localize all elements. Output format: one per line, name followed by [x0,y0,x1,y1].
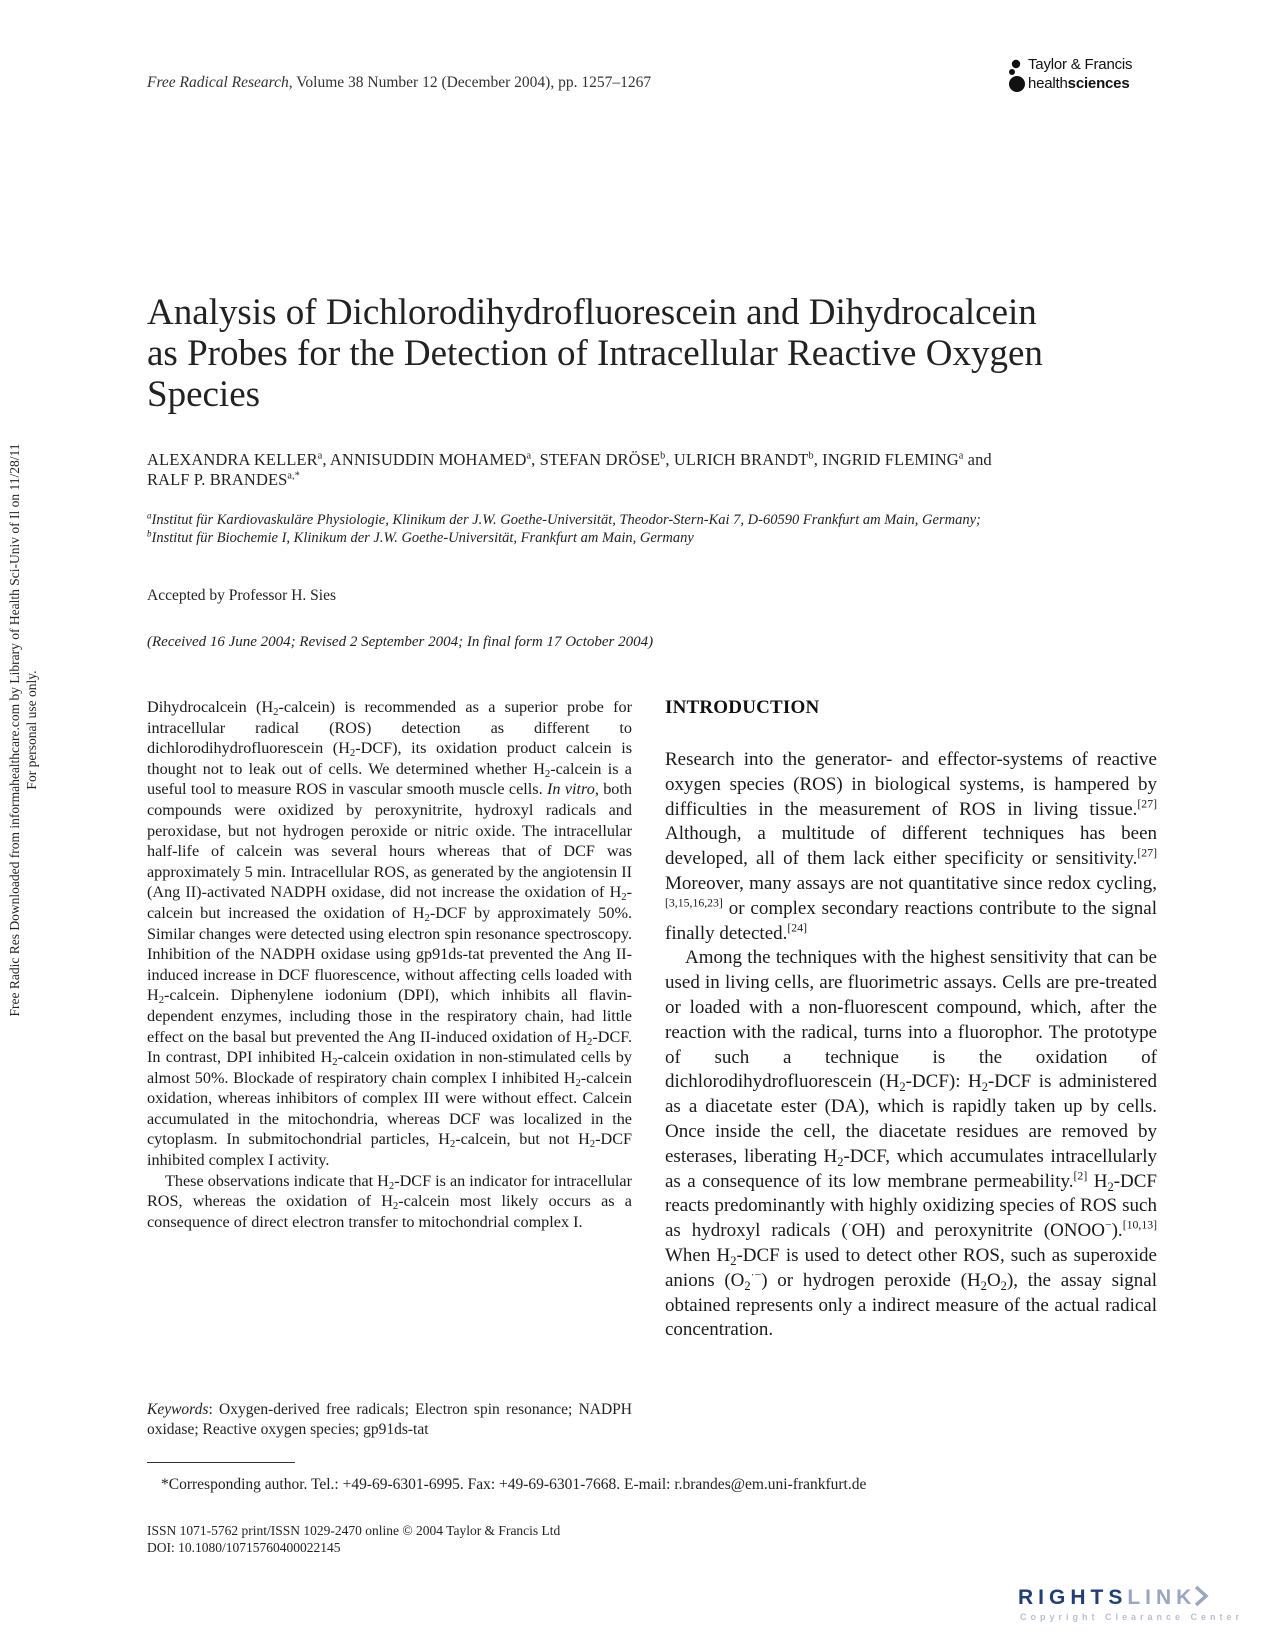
paper-title [147,292,1157,415]
received-dates: (Received 16 June 2004; Revised 2 September 2004; In final form 17 October 2004) [147,634,654,650]
rightslink-badge[interactable] [1018,1585,1253,1630]
affiliation: $^b$Institut für Biochemie I, Klinikum der J.W. Goethe-Universität, Frankfurt am Main, Germany [147,528,694,546]
author: ANNISUDDIN MOHAMED$^a$, [329,450,540,469]
title-line: Analysis of Dichlorodihydrofluorescein and Dihydrocalcein [147,292,1037,333]
keywords-label: Keywords [147,1401,209,1418]
body-paragraph: Among the techniques with the highest sensitivity that can be used in living cells, are fluorimetric assays. Cells are pre-treated or loaded with a non-fluorescent compound, which, after the reaction with the radical, turns into a fluorophor. The prototype of such a technique is the oxidation of dichlorodihydrofluorescein $(H_2-DCF)$: $H_2$-DCF is administered as a diacetate ester (DA), which is rapidly taken up by cells. Once inside the cell, the diacetate residues are removed by esterases, liberating $H_2$-DCF, which accumulates intracellularly as a consequence of its low membrane permeability.[2] $H_2$-DCF reacts predominantly with highly oxidizing species of ROS such as hydroxyl radicals (·OH) and peroxynitrite (ONOO−).[10,13] When $H_2$-DCF is used to detect other ROS, such as superoxide anions $(O_2^{\cdot-})$ or hydrogen peroxide $(H_2O_2)$, the assay signal obtained represents only a indirect measure of the actual radical concentration. [665,947,1158,1341]
author: RALF P. $BRANDES^{a,*}$ [147,470,300,489]
author: ALEXANDRA KELLER$^a$, [147,450,330,469]
affiliation: $^a$Institut für Kardiovaskuläre Physiologie, Klinikum der J.W. Goethe-Universität, Theodor-Stern-Kai 7, D-60590 Frankfurt am Main, Germany; [147,510,981,528]
chevron-right-icon [1193,1585,1209,1607]
journal-citation [147,74,651,92]
rightslink-wordmark: RIGHTSLINK [1018,1585,1209,1610]
abstract-paragraph: Dihydrocalcein $(H_2-calcein)$ is recommended as a superior probe for intracellular radical (ROS) detection as different to dichlorodihydrofluorescein $(H_2-DCF)$, its oxidation product calcein is thought not to leak out of cells. We determined whether $H_2$-calcein is a useful tool to measure ROS in vascular smooth muscle cells. In vitro, both compounds were oxidized by peroxynitrite, hydroxyl radicals and peroxidase, but not hydrogen peroxide or nitric oxide. The intracellular half-life of calcein was several hours whereas that of DCF was approximately 5 min. Intracellular ROS, as generated by the angiotensin II (Ang II)-activated NADPH oxidase, did not increase the oxidation of $H_2$-calcein but increased the oxidation of $H_2$-DCF by approximately 50%. Similar changes were detected using electron spin resonance spectroscopy. Inhibition of the NADPH oxidase using gp91ds-tat prevented the Ang II-induced increase in DCF fluorescence, without affecting cells loaded with $H_2$-calcein. Diphenylene iodonium (DPI), which inhibits all flavin-dependent enzymes, including those in the respiratory chain, had little effect on the basal but prevented the Ang II-induced oxidation of $H_2$-DCF. In contrast, DPI inhibited $H_2$-calcein oxidation in non-stimulated cells by almost 50%. Blockade of respiratory chain complex I inhibited $H_2$-calcein oxidation, whereas inhibitors of complex III were without effect. Calcein accumulated in the mitochondria, whereas DCF was localized in the cytoplasm. In submitochondrial particles, $H_2$-calcein, but not $H_2$-DCF inhibited complex I activity. [147,698,633,1170]
title-line: Species [147,374,261,415]
rightslink-tagline: Copyright Clearance Center [1020,1612,1244,1622]
issn-doi [147,1522,560,1556]
download-note-line2: For personal use only. [24,670,39,790]
author: ULRICH BRANDT$^b$, [673,450,823,469]
download-watermark [0,0,60,1651]
publisher-division: healthsciences [1028,75,1130,92]
introduction-body [665,748,1157,1343]
abstract-paragraph: These observations indicate that $H_2$-DCF is an indicator for intracellular ROS, whereas the oxidation of $H_2$-calcein most likely occurs as a consequence of direct electron transfer to mitochondrial complex I. [147,1171,632,1231]
accepted-by: Accepted by Professor H. Sies [147,587,336,604]
publisher-name: Taylor & Francis [1028,56,1133,73]
journal-name: Free Radical Research [147,74,289,91]
download-note-line1: Free Radic Res Downloaded from informahealthcare.com by Library of Health Sci-Univ of Il on 11/28/11 [7,443,22,1017]
issn-line: ISSN 1071-5762 print/ISSN 1029-2470 online © 2004 Taylor & Francis Ltd [147,1523,561,1538]
doi-line: DOI: 10.1080/10715760400022145 [147,1540,341,1555]
keywords [147,1400,632,1440]
affiliations [147,511,1159,547]
author-list [147,450,1159,490]
footnote-rule [147,1462,295,1463]
corresponding-author-footnote: *Corresponding author. Tel.: +49-69-6301-6995. Fax: +49-69-6301-7668. E-mail: r.brandes@em.uni-frankfurt.de [161,1476,867,1493]
author: INGRID FLEMING$^a$ and [822,450,992,469]
section-heading-introduction: INTRODUCTION [665,697,820,718]
publisher-logo [1006,56,1156,96]
keywords-text: : Oxygen-derived free radicals; Electron spin resonance; NADPH oxidase; Reactive oxygen species; gp91ds-tat [147,1401,632,1438]
title-line: as Probes for the Detection of Intracellular Reactive Oxygen [147,333,1043,374]
abstract [147,697,632,1232]
journal-volume-pages: , Volume 38 Number 12 (December 2004), pp. 1257–1267 [288,74,652,91]
body-paragraph: Research into the generator- and effector-systems of reactive oxygen species (ROS) in biological systems, is hampered by difficulties in the measurement of ROS in living tissue.[27] Although, a multitude of different techniques has been developed, all of them lack either specificity or sensitivity.[27] Moreover, many assays are not quantitative since redox cycling,[3,15,16,23] or complex secondary reactions contribute to the signal finally detected.[24] [665,749,1157,944]
author: STEFAN DRÖSE$^b$, [539,450,674,469]
